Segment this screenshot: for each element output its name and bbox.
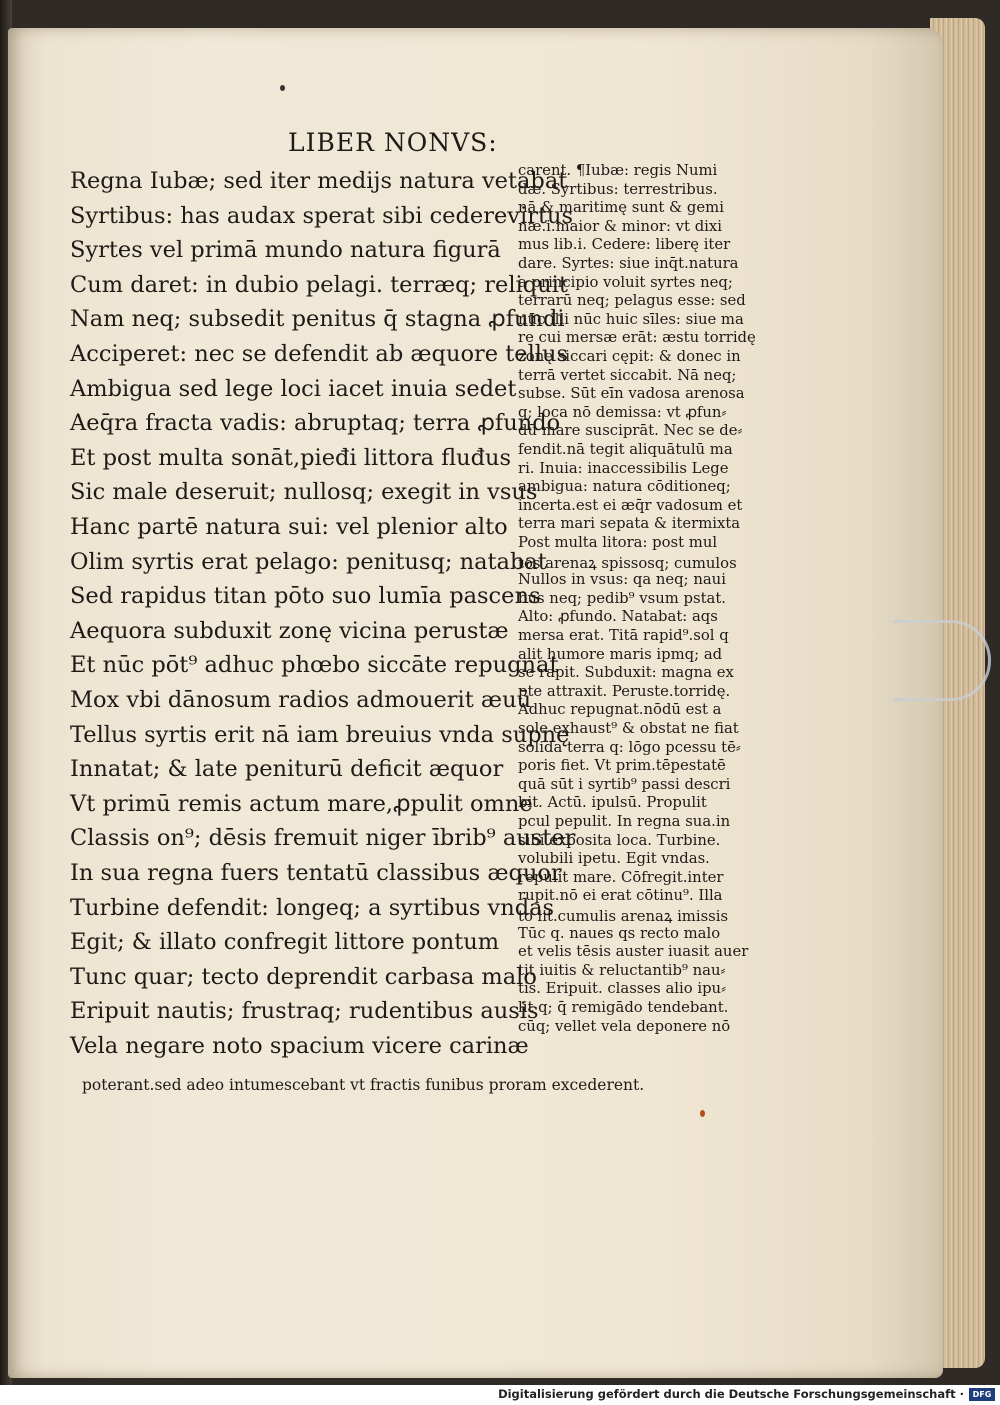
main-text-line: In sua regna fuers tentatū classibus æquor bbox=[70, 860, 562, 886]
main-text-line: Syrtibus: has audax sperat sibi cederevirtus bbox=[70, 202, 574, 229]
commentary-line: Adhuc repugnat.nōdū est a bbox=[518, 701, 722, 719]
commentary-line: terra mari sepata & itermixta bbox=[518, 515, 741, 533]
stain-spot bbox=[700, 1110, 705, 1117]
main-text-line: Vt primū remis actum mare,ꝓpulit omne bbox=[70, 790, 533, 817]
commentary-line: nūc illi nūc huic sīles: siue ma bbox=[518, 310, 744, 328]
commentary-line: bus neq; pedib⁹ vsum pstat. bbox=[518, 589, 726, 607]
main-text-line: Aeq̄ra fracta vadis: abruptaq; terra ꝓfundo bbox=[70, 410, 561, 437]
commentary-line: incerta.est ei æq̄r vadosum et bbox=[518, 496, 743, 514]
dfg-logo: DFG bbox=[969, 1388, 995, 1401]
commentary-line: sibi exposita loca. Turbine. bbox=[518, 831, 721, 849]
commentary-line: pte attraxit. Peruste.torridę. bbox=[518, 682, 731, 700]
commentary-line: dū mare susciprāt. Nec se de⸗ bbox=[518, 422, 743, 440]
main-text-line: Classis on⁹; dēsis fremuit niger ībrib⁹ auster bbox=[70, 825, 576, 852]
commentary-line: mersa erat. Titā rapid⁹.sol q bbox=[518, 627, 729, 644]
main-text-line: Regna Iubæ; sed iter medijs natura vetabat bbox=[70, 168, 568, 194]
main-text-line: Aequora subduxit zonę vicina perustæ bbox=[70, 617, 509, 644]
commentary-line: pcul pepulit. In regna sua.in bbox=[518, 813, 731, 830]
commentary-line: carent. ¶Iubæ: regis Numi bbox=[518, 162, 718, 179]
main-text-line: Acciperet: nec se defendit ab æquore tellus bbox=[70, 341, 568, 367]
commentary-line: terrarū neq; pelagus esse: sed bbox=[518, 292, 746, 310]
main-text-line: Ambigua sed lege loci iacet inuia sedet bbox=[70, 375, 517, 402]
footer-text: Digitalisierung gefördert durch die Deutsche Forschungsgemeinschaft · bbox=[498, 1387, 964, 1401]
commentary-line: ambigua: natura cōditioneq; bbox=[518, 478, 731, 496]
commentary-line: nā & maritimę sunt & gemi bbox=[518, 199, 724, 217]
commentary-line: fendit.nā tegit aliquātulū ma bbox=[518, 441, 733, 458]
last-line: poterant.sed adeo intumescebant vt fractis funibus proram excederent. bbox=[82, 1076, 645, 1094]
ink-spot bbox=[280, 85, 285, 91]
main-text-line: Tellus syrtis erit nā iam breuius vnda supnę bbox=[70, 721, 570, 748]
commentary-line: ri. Inuia: inaccessibilis Lege bbox=[518, 459, 729, 477]
commentary-line: zonę siccari cępit: & donec in bbox=[518, 348, 741, 365]
main-text-line: Sic male deseruit; nullosq; exegit in vsus bbox=[70, 479, 538, 506]
main-text-line: Nam neq; subsedit penitus q̄ stagna ꝓfundi bbox=[70, 306, 565, 333]
main-text-line: Et post multa sonāt,pieđi littora fluđus bbox=[70, 444, 512, 471]
page-clip bbox=[893, 620, 991, 701]
commentary-line: a principio voluit syrtes neq; bbox=[518, 273, 733, 291]
commentary-line: rupit.nō ei erat cōtinu⁹. Illa bbox=[518, 887, 723, 905]
commentary-line: alit humore maris ipmq; ad bbox=[518, 645, 723, 663]
commentary-line: Alto: ꝓfundo. Natabat: aqs bbox=[518, 608, 718, 626]
commentary-line: repulit mare. Cōfregit.inter bbox=[518, 868, 724, 886]
main-text-line: Vela negare noto spacium vicere carinæ bbox=[70, 1033, 529, 1059]
main-text-line: Sed rapidus titan pōto suo lumīa pascens bbox=[70, 583, 541, 610]
main-text-line: Eripuit nautis; frustraq; rudentibus ausis bbox=[70, 998, 539, 1025]
commentary-line: mus lib.i. Cedere: liberę iter bbox=[518, 236, 731, 254]
main-text-line: Et nūc pōt⁹ adhuc phœbo siccāte repugnat bbox=[70, 652, 559, 679]
commentary-line: solida terra q: lōgo pcessu tē⸗ bbox=[518, 738, 741, 756]
main-text-line: Cum daret: in dubio pelagi. terræq; reliquit bbox=[70, 271, 568, 298]
commentary-line: cūq; vellet vela deponere nō bbox=[518, 1017, 731, 1035]
commentary-line: Tūc q. naues qs recto malo bbox=[518, 924, 721, 942]
commentary-line: quā sūt i syrtib⁹ passi descri bbox=[518, 775, 731, 793]
main-text-line: Mox vbi dānosum radios admouerit æuū bbox=[70, 687, 532, 713]
main-text-line: Olim syrtis erat pelago: penitusq; natabat bbox=[70, 548, 547, 575]
commentary-line: Post multa litora: post mul bbox=[518, 534, 718, 551]
commentary-line: to lit.cumulis arenaꝝ imissis bbox=[518, 908, 729, 925]
commentary-line: tit iuitis & reluctantib⁹ nau⸗ bbox=[518, 961, 726, 979]
commentary-line: næ.i.maior & minor: vt dixi bbox=[518, 217, 722, 235]
main-text-line: Hanc partē natura sui: vel plenior alto bbox=[70, 514, 508, 540]
main-text-line: Syrtes vel primā mundo natura figurā bbox=[70, 237, 501, 264]
commentary-line: se rapit. Subduxit: magna ex bbox=[518, 664, 734, 682]
commentary-line: lit q; q̄ remigādo tendebant. bbox=[518, 999, 729, 1016]
commentary-line: bit. Actū. ipulsū. Propulit bbox=[518, 794, 707, 812]
commentary-line: dæ. Syrtibus: terrestribus. bbox=[518, 180, 718, 198]
commentary-line: subse. Sūt eīn vadosa arenosa bbox=[518, 385, 745, 403]
commentary-line: poris fiet. Vt prim.tēpestatē bbox=[518, 757, 726, 775]
commentary-line: q; loca nō demissa: vt ꝓfun⸗ bbox=[518, 403, 727, 421]
main-text-line: Tunc quar; tecto deprendit carbasa malo bbox=[70, 963, 537, 990]
commentary-line: sole exhaust⁹ & obstat ne fiat bbox=[518, 720, 739, 737]
commentary-line: volubili ipetu. Egit vndas. bbox=[518, 850, 710, 868]
commentary-line: tis. Eripuit. classes alio ipu⸗ bbox=[518, 980, 727, 998]
commentary-line: dare. Syrtes: siue inq̄t.natura bbox=[518, 255, 739, 272]
commentary-line: re cui mersæ erāt: æstu torridę bbox=[518, 329, 756, 347]
commentary-line: Nullos in vsus: qa neq; naui bbox=[518, 571, 726, 589]
commentary-line: et velis tēsis auster iuasit auer bbox=[518, 943, 749, 961]
commentary-line: tos arenaꝝ spissosq; cumulos bbox=[518, 554, 737, 572]
main-text-line: Innatat; & late peniturū deficit æquor bbox=[70, 756, 504, 783]
commentary-line: terrā vertet siccabit. Nā neq; bbox=[518, 366, 737, 384]
page-title: LIBER NONVS: bbox=[288, 128, 498, 157]
main-text-line: Egit; & illato confregit littore pontum bbox=[70, 929, 500, 956]
main-text-line: Turbine defendit: longeq; a syrtibus vndas bbox=[70, 894, 555, 921]
